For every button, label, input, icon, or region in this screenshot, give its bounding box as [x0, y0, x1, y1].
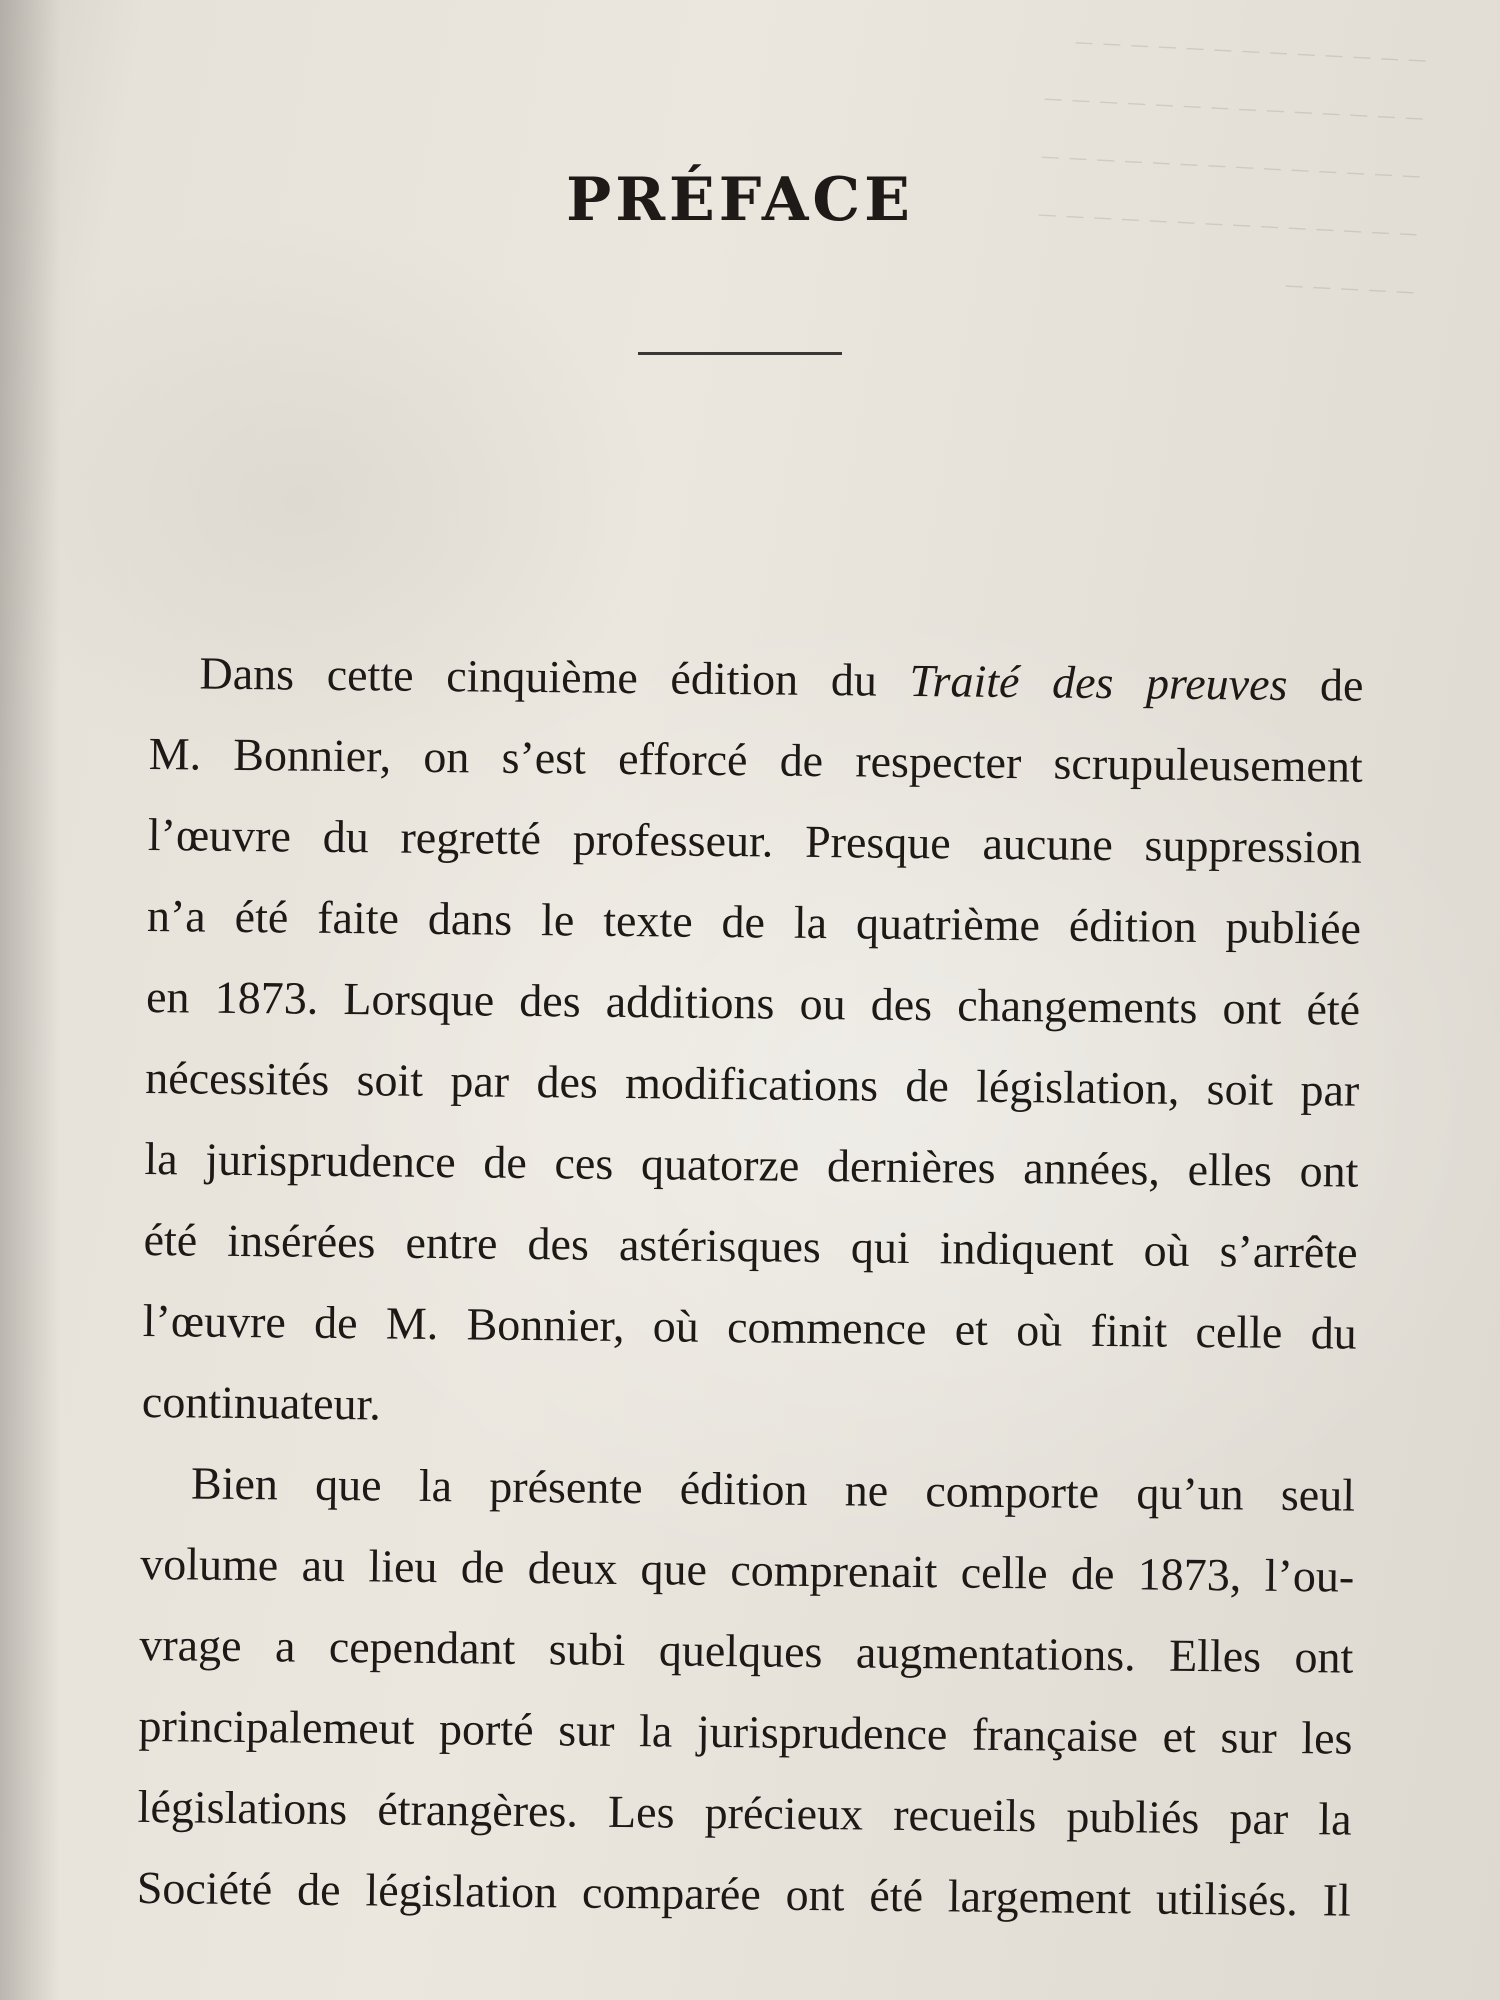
page-gutter-shadow — [0, 0, 60, 2000]
paragraph-2-line-2: volume au lieu de deux que comprenait celle de 1873, l’ou- — [139, 1537, 1355, 1602]
paragraph-1-line-5: en 1873. Lorsque des additions ou des changements ont été — [145, 970, 1361, 1035]
body-text — [136, 632, 1364, 1941]
title-divider — [638, 352, 842, 355]
paragraph-1-line-3: l’œuvre du regretté professeur. Presque aucune suppression — [147, 808, 1363, 873]
paragraph-1-line-8: été insérées entre des astérisques qui indiquent où s’arrête — [143, 1213, 1358, 1278]
paragraph-1-line-6: nécessités soit par des modifications de législation, soit par — [145, 1051, 1360, 1116]
show-through-text: _ _ _ _ _ _ _ _ _ _ _ _ _ _ _ _ _ _ _ _ _ _ _ _ _ _ _ _ _ _ _ _ _ _ _ _ _ _ _ _ _ _ _ _ _ _ _ _ _ _ _ _ _ _ _ _ _ _ _ _ — [1038, 4, 1428, 295]
paragraph-1-line-2: M. Bonnier, on s’est efforcé de respecter scrupuleusement — [148, 727, 1363, 792]
paragraph-1-line-1 — [149, 632, 1364, 726]
paragraph-1-line-4: n’a été faite dans le texte de la quatrième édition publiée — [146, 889, 1362, 954]
italic-book-title: Traité des preuves — [909, 654, 1288, 710]
text-run: Dans cette cinquième édition du — [199, 647, 910, 706]
page-title: PRÉFACE — [566, 165, 914, 235]
text-run: de — [1287, 658, 1364, 711]
paragraph-2-line-3: vrage a cependant subi quelques augmentations. Elles ont — [139, 1618, 1354, 1683]
paragraph-2-line-1: Bien que la présente édition ne comporte qu’un seul — [190, 1457, 1356, 1521]
paragraph-1-line-7: la jurisprudence de ces quatorze dernières années, elles ont — [144, 1132, 1359, 1197]
paragraph-1-line-9: l’œuvre de M. Bonnier, où commence et où finit celle du — [142, 1294, 1357, 1359]
paragraph-2-line-5: législations étrangères. Les précieux recueils publiés par la — [137, 1780, 1352, 1845]
paragraph-2-line-6: Société de législation comparée ont été largement utilisés. Il — [136, 1861, 1352, 1926]
paragraph-1-line-10: continuateur. — [141, 1375, 382, 1430]
paragraph-2-line-4: principalemeut porté sur la jurisprudence française et sur les — [138, 1699, 1353, 1764]
